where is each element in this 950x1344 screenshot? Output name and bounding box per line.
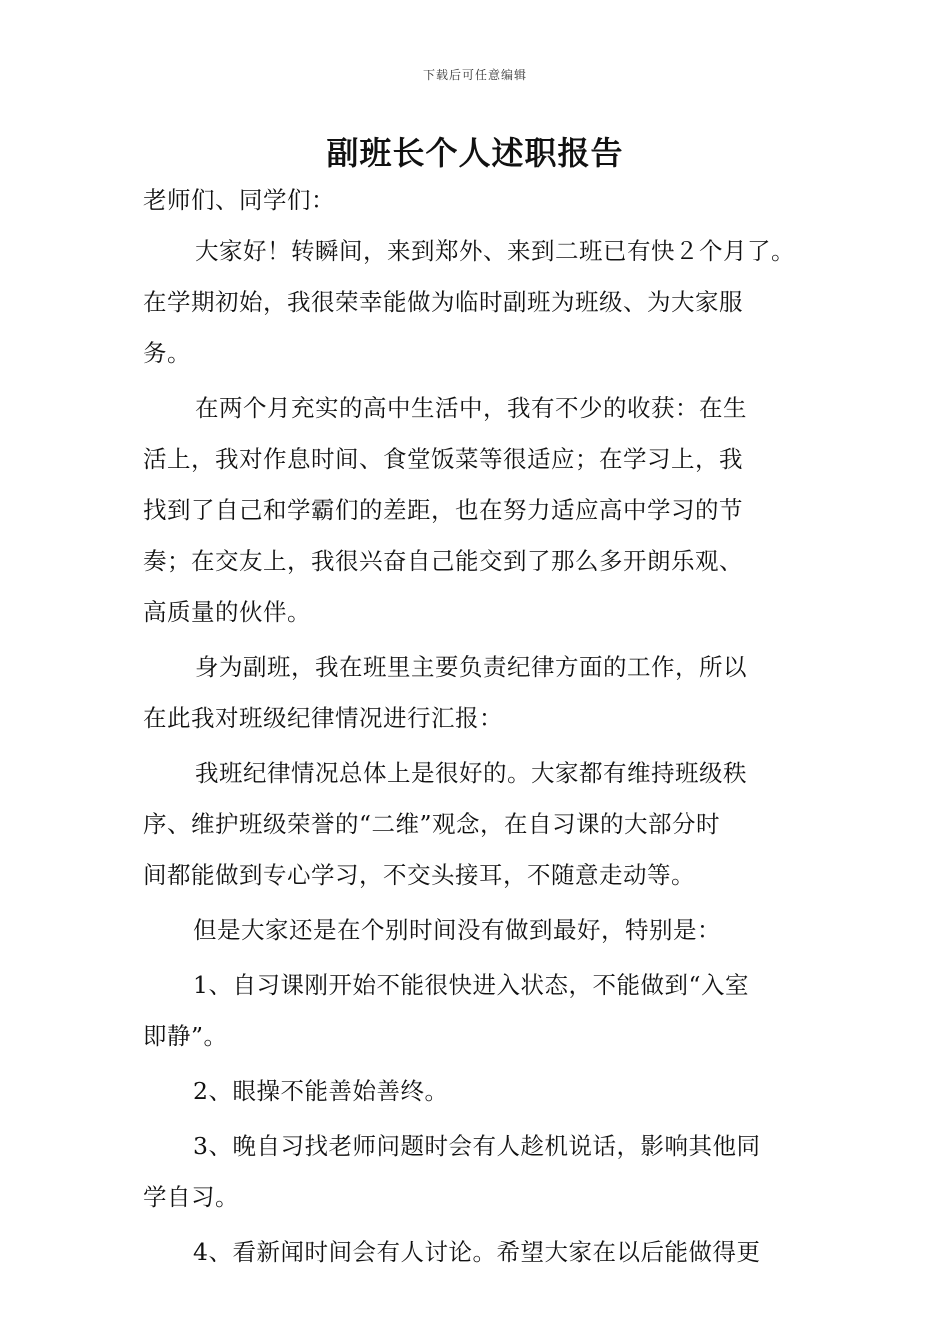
document-title: 副班长个人述职报告 — [326, 134, 624, 172]
paragraph-line: 身为副班，我在班里主要负责纪律方面的工作，所以 — [195, 653, 747, 681]
paragraph-line: 奏；在交友上，我很兴奋自己能交到了那么多开朗乐观、 — [143, 547, 743, 575]
list-item-line: 学自习。 — [143, 1183, 239, 1211]
list-item-line: 即静”。 — [143, 1022, 228, 1050]
paragraph-line: 序、维护班级荣誉的“二维”观念，在自习课的大部分时 — [143, 810, 721, 838]
paragraph-line: 务。 — [143, 339, 191, 367]
list-item-line: 4、看新闻时间会有人讨论。希望大家在以后能做得更 — [193, 1238, 761, 1266]
paragraph-line: 我班纪律情况总体上是很好的。大家都有维持班级秩 — [195, 759, 747, 787]
list-item-line: 1、自习课刚开始不能很快进入状态，不能做到“入室 — [193, 971, 749, 999]
salutation-line: 老师们、同学们： — [143, 186, 335, 214]
list-item-line: 3、晚自习找老师问题时会有人趁机说话，影响其他同 — [193, 1132, 761, 1160]
paragraph-line: 但是大家还是在个别时间没有做到最好，特别是： — [193, 916, 721, 944]
paragraph-line: 活上，我对作息时间、食堂饭菜等很适应；在学习上，我 — [143, 445, 743, 473]
header-note: 下载后可任意编辑 — [422, 68, 527, 82]
document-body — [143, 178, 813, 1281]
paragraph-line: 在两个月充实的高中生活中，我有不少的收获：在生 — [195, 394, 747, 422]
paragraph-line: 大家好！转瞬间，来到郑外、来到二班已有快２个月了。 — [195, 237, 795, 265]
paragraph-line: 找到了自己和学霸们的差距，也在努力适应高中学习的节 — [143, 496, 743, 524]
paragraph-line: 在此我对班级纪律情况进行汇报： — [143, 704, 503, 732]
paragraph-line: 间都能做到专心学习，不交头接耳，不随意走动等。 — [143, 861, 695, 889]
paragraph-line: 高质量的伙伴。 — [143, 598, 311, 626]
paragraph-line: 在学期初始，我很荣幸能做为临时副班为班级、为大家服 — [143, 288, 743, 316]
list-item-line: 2、眼操不能善始善终。 — [193, 1077, 449, 1105]
